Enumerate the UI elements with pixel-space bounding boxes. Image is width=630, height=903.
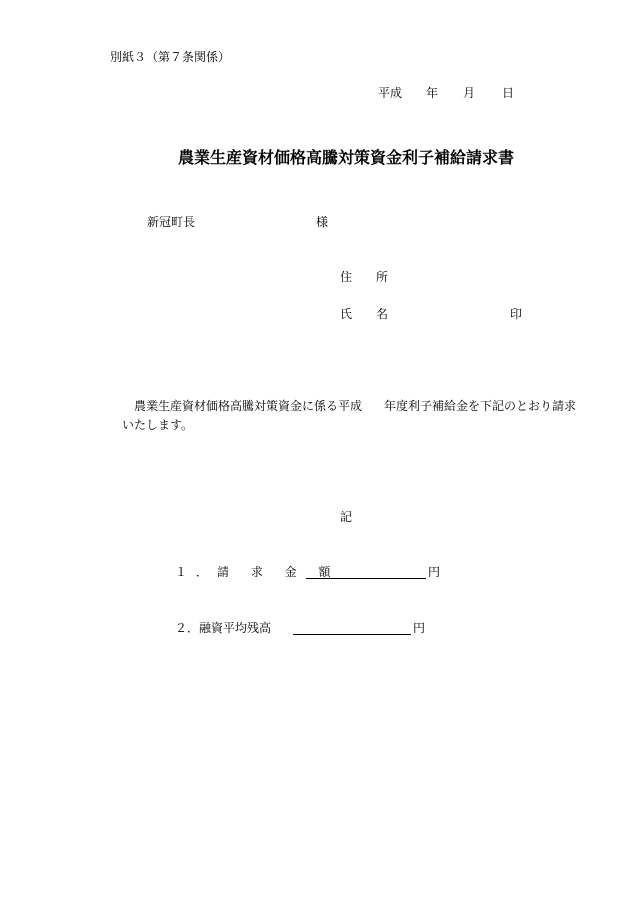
body-text-line1 (134, 399, 576, 413)
claim-amount-unit: 円 (428, 565, 441, 579)
name-label-char2: 名 (376, 307, 389, 321)
body-text-part1: 農業生産資材価格高騰対策資金に係る平成 (134, 399, 363, 413)
seal-mark: 印 (510, 307, 523, 321)
date-day-label: 日 (502, 86, 515, 100)
claim-amount-label: １．請 求 金 額 (175, 565, 340, 579)
item-claim-amount (175, 565, 440, 579)
date-line (378, 86, 514, 100)
addressee-honorific: 様 (316, 215, 329, 229)
body-text-part2: 年度利子補給金を下記のとおり請求 (384, 399, 577, 413)
address-label-char1: 住 (340, 270, 353, 284)
date-era: 平成 (378, 86, 403, 100)
date-year-label: 年 (426, 86, 439, 100)
addressee-name: 新冠町長 (147, 215, 196, 229)
name-label (340, 307, 388, 321)
address-label (340, 270, 388, 284)
item-average-balance (175, 621, 425, 635)
form-reference: 別紙３（第７条関係） (110, 50, 231, 64)
name-label-char1: 氏 (340, 307, 353, 321)
date-month-label: 月 (463, 86, 476, 100)
claim-amount-blank (306, 566, 426, 579)
body-text-line2: いたします。 (122, 418, 194, 432)
average-balance-blank (293, 622, 411, 635)
ki-heading: 記 (340, 510, 353, 524)
document-title: 農業生産資材価格高騰対策資金利子補給請求書 (177, 148, 514, 167)
average-balance-label: ２．融資平均残高 (175, 621, 272, 635)
average-balance-unit: 円 (413, 621, 426, 635)
address-label-char2: 所 (376, 270, 389, 284)
